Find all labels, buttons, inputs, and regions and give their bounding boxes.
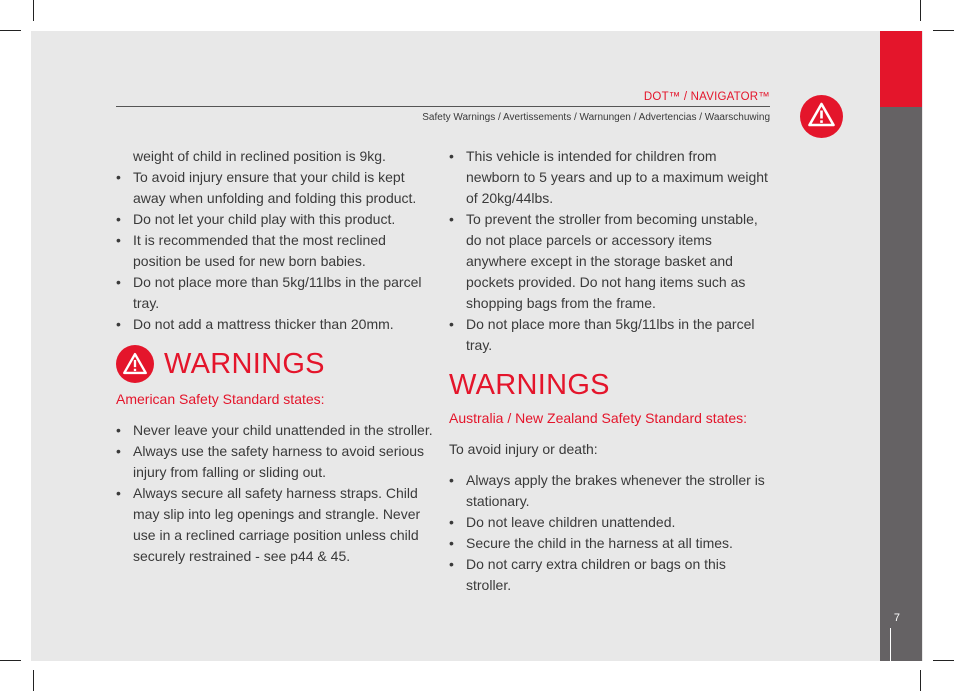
list-item: • Do not place more than 5kg/11lbs in the parcel tray.: [116, 272, 436, 314]
crop-mark: [0, 660, 21, 661]
list-item: • It is recommended that the most reclined position be used for new born babies.: [116, 230, 436, 272]
list-item: • Do not add a mattress thicker than 20mm.: [116, 314, 436, 335]
warning-triangle-icon: [116, 345, 154, 383]
list-item: • Never leave your child unattended in the stroller.: [116, 420, 436, 441]
standard-title: American Safety Standard states:: [116, 391, 325, 407]
list-item: • To avoid injury ensure that your child is kept away when unfolding and folding this product.: [116, 167, 436, 209]
warnings-heading: [116, 345, 436, 383]
list-item: • Always apply the brakes whenever the stroller is stationary.: [449, 470, 771, 512]
warnings-title: WARNINGS: [164, 348, 325, 380]
right-column: [449, 146, 771, 596]
crop-mark: [920, 670, 921, 691]
list-item: • Secure the child in the harness at all times.: [449, 533, 771, 554]
standard-title: Australia / New Zealand Safety Standard states:: [449, 410, 748, 426]
intro-text: To avoid injury or death:: [449, 441, 598, 457]
crop-mark: [933, 30, 954, 31]
header-divider: [116, 106, 770, 107]
crop-mark: [0, 30, 21, 31]
bullet-list: [116, 167, 436, 335]
list-item: • This vehicle is intended for children from newborn to 5 years and up to a maximum weight of 20kg/44lbs.: [449, 146, 771, 209]
bullet-list: [449, 146, 771, 356]
crop-mark: [33, 0, 34, 21]
left-column: [116, 146, 436, 567]
page-number: 7: [893, 612, 900, 624]
section-tab-accent: [880, 31, 922, 107]
section-tab: [880, 107, 922, 661]
warnings-title: WARNINGS: [449, 369, 610, 401]
list-item: • Do not carry extra children or bags on this stroller.: [449, 554, 771, 596]
crop-mark: [920, 0, 921, 21]
header-brand: DOT™ / NAVIGATOR™: [643, 91, 770, 103]
bullet-list: [116, 420, 436, 567]
list-item: • Do not let your child play with this product.: [116, 209, 436, 230]
list-item: • Do not place more than 5kg/11lbs in the parcel tray.: [449, 314, 771, 356]
list-item: • Always secure all safety harness straps. Child may slip into leg openings and strangle. Never use in a reclined carriage position unless child securely restrained - see p44 & 45.: [116, 483, 436, 567]
crop-mark: [933, 660, 954, 661]
page-number-rule: [890, 628, 891, 661]
list-item: • Do not leave children unattended.: [449, 512, 771, 533]
warning-triangle-icon: [800, 95, 843, 138]
list-item: • Always use the safety harness to avoid serious injury from falling or sliding out.: [116, 441, 436, 483]
crop-mark: [33, 670, 34, 691]
bullet-list: [449, 470, 771, 596]
continued-text: weight of child in reclined position is 9kg.: [133, 148, 386, 164]
list-item: • To prevent the stroller from becoming unstable, do not place parcels or accessory items anywhere except in the storage basket and pockets provided. Do not hang items such as shopping bags from the frame.: [449, 209, 771, 314]
header-subtitle: Safety Warnings / Avertissements / Warnungen / Advertencias / Waarschuwing: [422, 112, 770, 123]
